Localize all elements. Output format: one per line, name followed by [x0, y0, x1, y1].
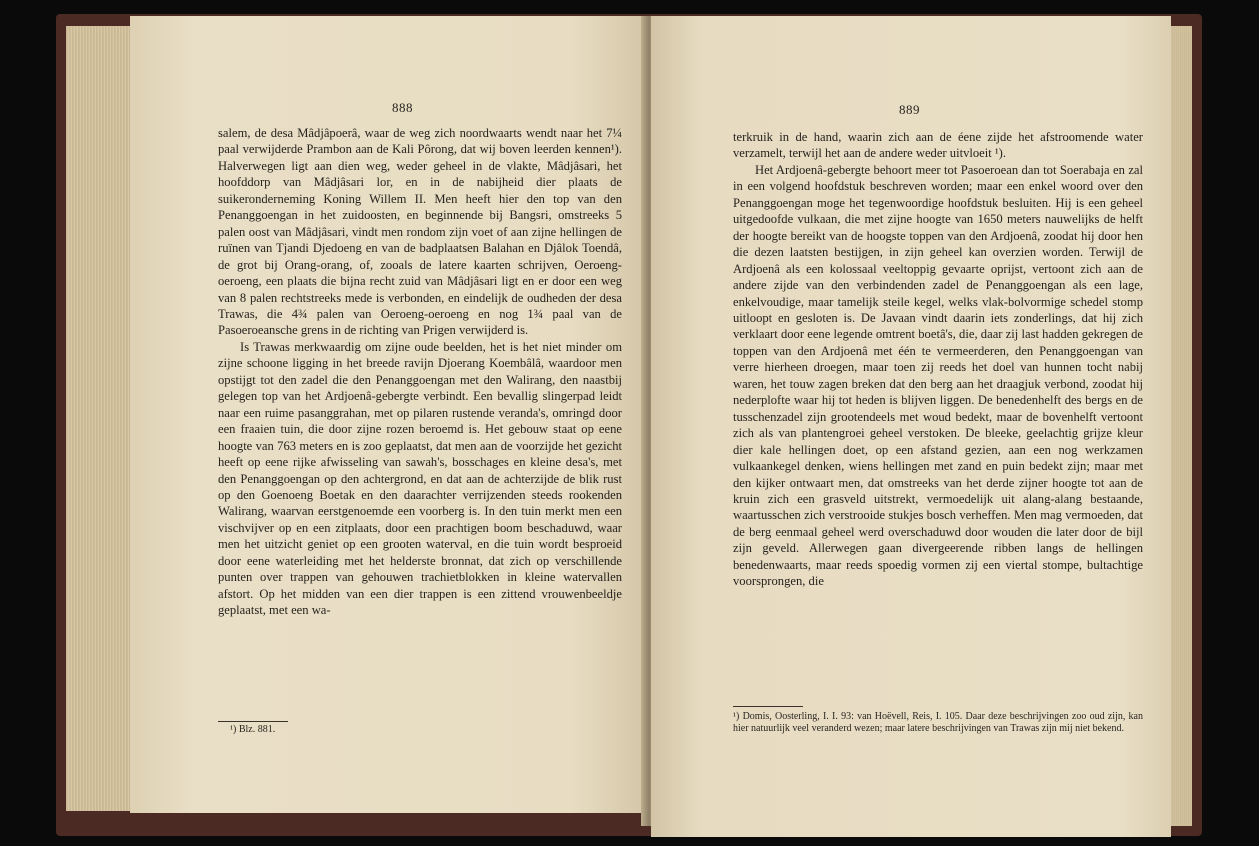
left-page [130, 16, 647, 813]
footnote: ¹) Domis, Oosterling, I. I. 93: van Hoëvell, Reis, I. 105. Daar deze beschrijvingen zoo oud zijn, kan hier natuurlijk veel veranderd wezen; maar latere beschrijvingen van Trawas zijn mij niet bekend. [733, 711, 1143, 734]
footnote-rule [218, 721, 288, 722]
page-edges-right [1170, 26, 1192, 826]
right-page [651, 16, 1171, 837]
footnote-rule [733, 706, 803, 707]
paragraph: terkruik in de hand, waarin zich aan de éene zijde het afstroomende water verzamelt, terwijl het aan de andere weder uitvloeit ¹). [733, 130, 1143, 161]
paragraph: salem, de desa Mâdjâpoerâ, waar de weg zich noordwaarts wendt naar het 7¼ paal verwijderde Prambon aan de Kali Pôrong, dat wij boven leerden kennen¹). Halverwegen ligt aan dien weg, weder geheel in de vlakte, Mâdjâsari, het hoofddorp van Mâdjâsari lor, en in de nabijheid dier plaats de suikeronderneming Koning Willem II. Men heeft hier den top van den Penanggoengan in het zuidoosten, en beginnende bij Bangsri, omstreeks 5 palen oost van Mâdjâsari, vindt men rondom zijn voet of aan zijne hellingen de ruïnen van Tjandi Djedoeng en van de badplaatsen Balahan en Djâlok Toendâ, de grot bij Orang-orang, of, zooals de latere kaarten schrijven, Oeroeng-oeroeng, een plaats die bijna recht zuid van Mâdjâsari ligt en er door een weg van 8 palen rechtstreeks mede is verbonden, en eindelijk de oudheden der desa Trawas, die 4¾ palen van Oeroeng-oeroeng en nog 1¾ paal van de Pasoeroeansche grens in de richting van Prigen verwijderd is. [218, 126, 622, 338]
body-text [218, 125, 622, 619]
page-number: 889 [899, 102, 920, 117]
page-number: 888 [392, 100, 413, 115]
body-text [733, 129, 1143, 590]
paragraph: Is Trawas merkwaardig om zijne oude beelden, het is het niet minder om zijne schoone ligging in het breede ravijn Djoerang Koembâlâ, waardoor men opstijgt tot den zadel die den Penanggoengan met den Walirang, den naastbij gelegen top van het Ardjoenâ-gebergte verbindt. Een bevallig slingerpad leidt naar een ruime pasanggrahan, met op pilaren rustende veranda's, omringd door een fraaien tuin, die door zijne rozen beroemd is. Het gebouw staat op eene hoogte van 763 meters en is zoo geplaatst, dat men aan de voorzijde het gezicht heeft op eene rijke afwisseling van sawah's, bosschages en kleine desa's, met den Penanggoengan op den achtergrond, en dat aan de achterzijde de blik rust op den Goenoeng Boetak en den daarachter verrijzenden steeds rookenden Walirang, waarvan eerstgenoemde een voorberg is. In den tuin merkt men een vischvijver op en een zitplaats, door een prachtigen boom beschaduwd, waar men het uitzicht geniet op een grooten waterval, en die tuin wordt besproeid door eene waterleiding met het helderste bronnat, dat zich op verschillende punten over trappen van gehouwen trachietblokken in kleine watervallen afstort. Op het midden van een dier trappen is een zittend vrouwenbeeldje geplaatst, met een wa- [218, 339, 622, 618]
paragraph: Het Ardjoenâ-gebergte behoort meer tot Pasoeroean dan tot Soerabaja en zal in een volgend hoofdstuk beschreven worden; maar een enkel woord over den Penanggoengan moge het tegenwoordige hoofdstuk besluiten. Hij is een geheel uitgedoofde vulkaan, die met zijne hoogte van 1650 meters nauwelijks de helft der hoogte bereikt van de hoogste toppen van den Ardjoenâ, zoodat hij door hen die dezen laatsten bestijgen, in zijn geheel kan overzien worden. Terwijl de Ardjoenâ als een kolossaal veeltoppig gevaarte oprijst, vertoont zich aan de andere zijde van den verbindenden zadel de Penanggoengan als een lage, enkelvoudige, maar tamelijk steile kegel, welks vlak-bolvormige schedel stomp uitloopt en gesloten is. De Javaan vindt daarin iets zonderlings, dat hij zich verklaart door eene legende omtrent boetâ's, die, daar zij last hadden gekregen de toppen van den Ardjoenâ met één te vermeerderen, den Penanggoengan van verre hierheen droegen, maar toen zij reeds het doel van hunnen tocht nabij waren, het touw zagen breken dat den berg aan het draagjuk verbond, zoodat hij nederplofte waar hij tot heden is blijven liggen. De benedenhelft des bergs en de tusschenzadel zijn grootendeels met woud bedekt, maar de bovenhelft vertoont zich als van plantengroei geheel verstoken. De bleeke, geelachtig grijze kleur dier kale hellingen doet, op een afstand gezien, aan een nog werkzamen vulkaankegel denken, wiens hellingen met zand en puin bedekt zijn; maar met den kijker ontwaart men, dat omstreeks van het derde zijner hoogte tot aan de kruin zich een grasveld uitstrekt, vermoedelijk uit alang-alang bestaande, waartusschen zich verstrooide stukjes bosch verheffen. Men mag vermoeden, dat de berg eenmaal geheel werd overschaduwd door wouden die later door de bijl zijn geveld. Allerwegen gaan divergeerende ribben langs de hellingen benedenwaarts, maar reeds spoedig vormen zij een viertal stompe, bultachtige voorsprongen, die [733, 162, 1143, 589]
page-edges-left [66, 26, 136, 811]
footnote: ¹) Blz. 881. [230, 724, 276, 735]
